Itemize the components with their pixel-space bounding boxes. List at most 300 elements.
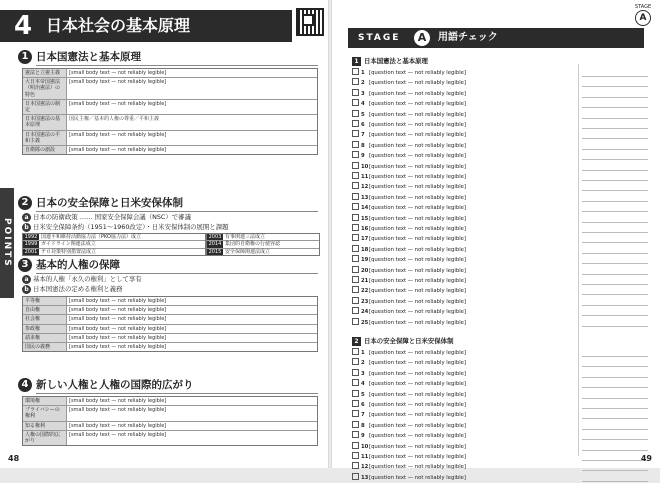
table-row xyxy=(23,297,317,305)
question-number: 10 xyxy=(361,163,369,170)
answer-blank[interactable] xyxy=(582,369,648,378)
section-number: 4 xyxy=(18,378,32,392)
point-text: 日米安全保障条約（1951〜1960改定）・日米安保体制の展開と課題 xyxy=(33,223,229,231)
check-box[interactable] xyxy=(352,68,359,75)
chronology-year: 2014 xyxy=(208,241,222,248)
answer-blank[interactable] xyxy=(582,358,648,367)
row-label: 日本国憲法の基本原理 xyxy=(23,115,67,129)
point-tag: b xyxy=(22,223,31,232)
row-label: 環境権 xyxy=(23,397,67,405)
question-item xyxy=(352,245,574,254)
answer-blank[interactable] xyxy=(582,130,648,139)
check-box[interactable] xyxy=(352,141,359,148)
chronology-year: 2001 xyxy=(24,248,38,255)
question-number: 7 xyxy=(361,412,365,419)
row-text: [small body text — not reliably legible] xyxy=(69,325,167,332)
question-item xyxy=(352,214,574,223)
table-row xyxy=(23,145,317,154)
question-number: 13 xyxy=(361,194,369,201)
row-text: [small body text — not reliably legible] xyxy=(69,334,167,341)
answer-blank[interactable] xyxy=(582,348,648,357)
question-text: [question text — not reliably legible] xyxy=(369,474,466,481)
row-label: 憲法と立憲主義 xyxy=(23,69,67,77)
check-box[interactable] xyxy=(352,89,359,96)
answer-blank[interactable] xyxy=(582,68,648,77)
table-row xyxy=(23,305,317,314)
question-text: [question text — not reliably legible] xyxy=(369,267,466,274)
question-item xyxy=(352,390,574,399)
new-rights-table xyxy=(22,396,318,446)
chronology-year: 2003 xyxy=(208,234,222,240)
answer-blank[interactable] xyxy=(582,110,648,119)
question-text: [question text — not reliably legible] xyxy=(369,278,466,284)
chapter-number: 4 xyxy=(13,11,33,41)
question-text: [question text — not reliably legible] xyxy=(369,246,466,253)
point-tag: b xyxy=(22,285,31,294)
row-label: 請求権 xyxy=(23,334,67,342)
question-number: 19 xyxy=(361,257,369,264)
question-text: [question text — not reliably legible] xyxy=(369,80,466,87)
question-number: 6 xyxy=(361,122,365,128)
question-text: [question text — not reliably legible] xyxy=(369,257,466,264)
row-text: [small body text — not reliably legible] xyxy=(69,431,167,438)
chronology-row xyxy=(207,248,319,255)
check-box[interactable] xyxy=(352,297,359,304)
table-row xyxy=(23,430,317,445)
check-box[interactable] xyxy=(352,276,359,283)
row-text: [small body text — not reliably legible] xyxy=(69,407,167,414)
group-number: 1 xyxy=(352,57,361,66)
row-text: 国民主権／基本的人権の尊重／平和主義 xyxy=(69,116,160,123)
section-title: 日本国憲法と基本原理 xyxy=(36,51,141,63)
stage-letter: A xyxy=(414,30,430,46)
group-title: 日本国憲法と基本原理 xyxy=(364,57,428,65)
question-number: 21 xyxy=(361,278,369,284)
question-text: [question text — not reliably legible] xyxy=(369,153,466,160)
point-text: 基本的人権「永久の権利」として享有 xyxy=(33,275,142,283)
row-label: 人権の国際的広がり xyxy=(23,431,67,445)
answer-blank[interactable] xyxy=(582,224,648,233)
row-text: [small body text — not reliably legible] xyxy=(69,398,167,404)
check-box[interactable] xyxy=(352,400,359,407)
answer-blank[interactable] xyxy=(582,141,648,150)
summary-table-1 xyxy=(22,68,318,155)
question-text: [question text — not reliably legible] xyxy=(369,309,466,316)
row-text: [small body text — not reliably legible] xyxy=(69,147,167,154)
question-number: 13 xyxy=(361,474,369,481)
question-number: 4 xyxy=(361,101,365,108)
check-box[interactable] xyxy=(352,172,359,179)
answer-blank[interactable] xyxy=(582,203,648,212)
check-box[interactable] xyxy=(352,99,359,106)
check-box[interactable] xyxy=(352,462,359,469)
question-text: [question text — not reliably legible] xyxy=(369,163,466,170)
question-item xyxy=(352,473,574,482)
stage-badge-label: STAGE xyxy=(634,4,652,10)
chronology-row xyxy=(207,234,319,240)
left-page xyxy=(0,0,328,468)
section-rule xyxy=(36,273,318,274)
check-box[interactable] xyxy=(352,234,359,241)
question-text: [question text — not reliably legible] xyxy=(369,360,466,367)
question-number: 11 xyxy=(361,454,369,460)
row-text: [small body text — not reliably legible] xyxy=(69,100,167,107)
check-box[interactable] xyxy=(352,110,359,117)
question-item xyxy=(352,348,574,357)
answer-blank[interactable] xyxy=(582,286,648,295)
question-item xyxy=(352,78,574,87)
check-box[interactable] xyxy=(352,369,359,376)
chronology-row xyxy=(207,240,319,247)
question-text: [question text — not reliably legible] xyxy=(369,101,466,108)
question-text: [question text — not reliably legible] xyxy=(369,298,466,305)
answer-blank[interactable] xyxy=(582,297,648,306)
question-text: [question text — not reliably legible] xyxy=(369,184,466,191)
check-box[interactable] xyxy=(352,78,359,85)
question-number: 12 xyxy=(361,464,369,471)
question-text: [question text — not reliably legible] xyxy=(369,454,466,460)
question-item xyxy=(352,255,574,264)
qr-code-icon[interactable] xyxy=(296,8,324,36)
stage-corner-badge xyxy=(634,4,652,24)
question-item xyxy=(352,369,574,378)
question-number: 8 xyxy=(361,422,365,429)
question-item xyxy=(352,400,574,409)
check-box[interactable] xyxy=(352,255,359,262)
answer-blank[interactable] xyxy=(582,120,648,129)
section-heading-1 xyxy=(18,50,318,64)
section-title: 日本の安全保障と日米安保体制 xyxy=(36,197,183,209)
chronology-row xyxy=(23,240,205,247)
question-text: [question text — not reliably legible] xyxy=(369,422,466,429)
question-text: [question text — not reliably legible] xyxy=(369,350,466,356)
question-number: 23 xyxy=(361,298,369,305)
section-rule xyxy=(36,393,318,394)
answer-blank[interactable] xyxy=(582,473,648,482)
chronology-event: テロ対策特別措置法成立 xyxy=(41,248,97,255)
question-number: 6 xyxy=(361,402,365,408)
table-row xyxy=(23,130,317,145)
point-text: 日本国憲法の定める権利と義務 xyxy=(33,285,123,293)
row-label: 大日本帝国憲法（明治憲法）の特色 xyxy=(23,78,67,99)
row-text: [small body text — not reliably legible] xyxy=(69,298,167,304)
check-box[interactable] xyxy=(352,421,359,428)
question-item xyxy=(352,172,574,181)
answer-blank[interactable] xyxy=(582,266,648,275)
question-number: 7 xyxy=(361,132,365,139)
section-number: 2 xyxy=(18,196,32,210)
row-text: [small body text — not reliably legible] xyxy=(69,307,167,314)
question-text: [question text — not reliably legible] xyxy=(369,215,466,222)
row-label: 自衛隊の創設 xyxy=(23,146,67,154)
answer-blank[interactable] xyxy=(582,255,648,264)
table-row xyxy=(23,324,317,333)
question-item xyxy=(352,120,574,129)
section-title: 新しい人権と人権の国際的広がり xyxy=(36,379,194,391)
chronology-table-right xyxy=(206,233,320,256)
table-row xyxy=(23,405,317,420)
question-item xyxy=(352,203,574,212)
row-label: 参政権 xyxy=(23,325,67,333)
answer-blank[interactable] xyxy=(582,193,648,202)
question-item xyxy=(352,162,574,171)
question-number: 4 xyxy=(361,381,365,388)
question-item xyxy=(352,462,574,471)
section-number: 3 xyxy=(18,258,32,272)
row-label: プライバシーの権利 xyxy=(23,406,67,420)
table-row xyxy=(23,69,317,77)
check-box[interactable] xyxy=(352,182,359,189)
check-box[interactable] xyxy=(352,473,359,480)
answer-blank[interactable] xyxy=(582,400,648,409)
answer-blank[interactable] xyxy=(582,151,648,160)
question-number: 20 xyxy=(361,267,369,274)
answer-blank[interactable] xyxy=(582,452,648,461)
table-row xyxy=(23,314,317,323)
question-number: 24 xyxy=(361,309,369,316)
row-label: 平等権 xyxy=(23,297,67,305)
answer-blank[interactable] xyxy=(582,431,648,440)
answer-blank[interactable] xyxy=(582,307,648,316)
answer-blank[interactable] xyxy=(582,182,648,191)
question-text: [question text — not reliably legible] xyxy=(369,412,466,419)
question-item xyxy=(352,379,574,388)
section-heading-2 xyxy=(18,196,318,210)
rights-table xyxy=(22,296,318,352)
row-text: [small body text — not reliably legible] xyxy=(69,422,167,429)
table-row xyxy=(23,421,317,430)
check-box[interactable] xyxy=(352,379,359,386)
answer-blank[interactable] xyxy=(582,78,648,87)
question-text: [question text — not reliably legible] xyxy=(369,70,466,76)
row-label: 日本国憲法の平和主義 xyxy=(23,131,67,145)
question-text: [question text — not reliably legible] xyxy=(369,90,466,97)
page-number-left: 48 xyxy=(8,454,20,463)
answer-divider xyxy=(578,64,579,456)
check-box[interactable] xyxy=(352,452,359,459)
check-box[interactable] xyxy=(352,390,359,397)
check-box[interactable] xyxy=(352,266,359,273)
question-item xyxy=(352,297,574,306)
chronology-event: 集団的自衛権の行使容認 xyxy=(225,241,281,248)
answer-blank[interactable] xyxy=(582,390,648,399)
question-number: 15 xyxy=(361,215,369,222)
question-number: 17 xyxy=(361,236,369,243)
question-text: [question text — not reliably legible] xyxy=(369,236,466,243)
section-rule xyxy=(36,65,318,66)
table-row xyxy=(23,333,317,342)
chronology-event: 安全保障関連法成立 xyxy=(225,248,271,255)
point-tag: a xyxy=(22,213,31,222)
question-item xyxy=(352,130,574,139)
row-text: [small body text — not reliably legible] xyxy=(69,344,167,351)
check-box[interactable] xyxy=(352,130,359,137)
question-number: 25 xyxy=(361,319,369,326)
question-number: 2 xyxy=(361,360,365,367)
answer-blank[interactable] xyxy=(582,379,648,388)
check-box[interactable] xyxy=(352,120,359,127)
check-box[interactable] xyxy=(352,151,359,158)
question-group-heading-2 xyxy=(352,336,552,346)
question-item xyxy=(352,151,574,160)
point-line xyxy=(22,213,320,222)
question-item xyxy=(352,224,574,233)
question-text: [question text — not reliably legible] xyxy=(369,391,466,398)
point-line xyxy=(22,223,320,232)
answer-blank[interactable] xyxy=(582,318,648,327)
section-number: 1 xyxy=(18,50,32,64)
question-text: [question text — not reliably legible] xyxy=(369,226,466,232)
question-item xyxy=(352,318,574,327)
question-number: 14 xyxy=(361,205,369,212)
stage-header xyxy=(348,28,644,48)
question-item xyxy=(352,358,574,367)
answer-blank[interactable] xyxy=(582,442,648,451)
point-text: 日本の防衛政策 …… 国家安全保障会議（NSC）で審議 xyxy=(33,213,191,221)
question-number: 8 xyxy=(361,142,365,149)
question-item xyxy=(352,286,574,295)
question-number: 10 xyxy=(361,443,369,450)
check-box[interactable] xyxy=(352,348,359,355)
table-row xyxy=(23,99,317,114)
question-number: 12 xyxy=(361,184,369,191)
question-text: [question text — not reliably legible] xyxy=(369,111,466,118)
answer-blank[interactable] xyxy=(582,214,648,223)
question-number: 22 xyxy=(361,288,369,295)
check-box[interactable] xyxy=(352,442,359,449)
question-item xyxy=(352,276,574,285)
check-box[interactable] xyxy=(352,203,359,210)
question-text: [question text — not reliably legible] xyxy=(369,370,466,377)
answer-blank[interactable] xyxy=(582,245,648,254)
question-number: 1 xyxy=(361,70,365,76)
stage-badge-letter: A xyxy=(635,10,651,26)
chronology-year: 1992 xyxy=(24,234,38,240)
answer-blank[interactable] xyxy=(582,89,648,98)
chronology-event: ガイドライン関連法成立 xyxy=(41,241,96,248)
answer-blank[interactable] xyxy=(582,276,648,285)
chapter-title: 日本社会の基本原理 xyxy=(46,16,191,35)
question-item xyxy=(352,421,574,430)
point-tag: a xyxy=(22,275,31,284)
check-box[interactable] xyxy=(352,318,359,325)
section-rule xyxy=(36,211,318,212)
check-box[interactable] xyxy=(352,358,359,365)
check-box[interactable] xyxy=(352,410,359,417)
question-item xyxy=(352,182,574,191)
question-number: 3 xyxy=(361,370,365,377)
chronology-year: 1999 xyxy=(24,241,38,248)
question-number: 3 xyxy=(361,90,365,97)
page-number-right: 49 xyxy=(640,454,652,463)
question-text: [question text — not reliably legible] xyxy=(369,464,466,471)
question-text: [question text — not reliably legible] xyxy=(369,194,466,201)
answer-blank[interactable] xyxy=(582,421,648,430)
group-title: 日本の安全保障と日米安保体制 xyxy=(364,337,454,345)
question-text: [question text — not reliably legible] xyxy=(369,443,466,450)
check-box[interactable] xyxy=(352,307,359,314)
question-text: [question text — not reliably legible] xyxy=(369,288,466,295)
check-box[interactable] xyxy=(352,162,359,169)
question-item xyxy=(352,68,574,77)
group-number: 2 xyxy=(352,337,361,346)
check-box[interactable] xyxy=(352,214,359,221)
table-row xyxy=(23,397,317,405)
point-line xyxy=(22,275,320,284)
question-text: [question text — not reliably legible] xyxy=(369,205,466,212)
check-box[interactable] xyxy=(352,224,359,231)
check-box[interactable] xyxy=(352,193,359,200)
question-number: 1 xyxy=(361,350,365,356)
question-item xyxy=(352,234,574,243)
question-number: 9 xyxy=(361,433,365,440)
question-text: [question text — not reliably legible] xyxy=(369,433,466,440)
section-heading-3 xyxy=(18,258,318,272)
row-label: 社会権 xyxy=(23,315,67,323)
question-item xyxy=(352,110,574,119)
row-text: [small body text — not reliably legible] xyxy=(69,316,167,323)
question-item xyxy=(352,99,574,108)
question-number: 16 xyxy=(361,226,369,232)
right-page xyxy=(332,0,660,481)
question-number: 5 xyxy=(361,391,365,398)
answer-blank[interactable] xyxy=(582,99,648,108)
chronology-row xyxy=(23,234,205,240)
question-text: [question text — not reliably legible] xyxy=(369,142,466,149)
stage-title: 用語チェック xyxy=(438,32,498,43)
answer-blank[interactable] xyxy=(582,234,648,243)
points-side-tab: POINTS xyxy=(0,188,14,298)
table-row xyxy=(23,77,317,99)
question-group-heading-1 xyxy=(352,56,552,66)
question-number: 11 xyxy=(361,174,369,180)
row-label: 日本国憲法の制定 xyxy=(23,100,67,114)
question-text: [question text — not reliably legible] xyxy=(369,132,466,139)
question-text: [question text — not reliably legible] xyxy=(369,174,466,180)
answer-blank[interactable] xyxy=(582,162,648,171)
chronology-event: 国連平和維持活動協力法（PKO協力法）成立 xyxy=(41,234,141,240)
check-box[interactable] xyxy=(352,431,359,438)
answer-blank[interactable] xyxy=(582,462,648,471)
chronology-row xyxy=(23,248,205,255)
chapter-header xyxy=(0,10,292,42)
question-item xyxy=(352,452,574,461)
question-item xyxy=(352,431,574,440)
question-text: [question text — not reliably legible] xyxy=(369,402,466,408)
stage-label: STAGE xyxy=(358,33,401,43)
question-text: [question text — not reliably legible] xyxy=(369,319,466,326)
question-item xyxy=(352,442,574,451)
row-text: [small body text — not reliably legible] xyxy=(69,79,167,86)
chronology-event: 有事関連三法成立 xyxy=(225,234,266,240)
question-item xyxy=(352,307,574,316)
answer-blank[interactable] xyxy=(582,172,648,181)
check-box[interactable] xyxy=(352,245,359,252)
point-line xyxy=(22,285,320,294)
question-number: 18 xyxy=(361,246,369,253)
answer-blank[interactable] xyxy=(582,410,648,419)
row-label: 自由権 xyxy=(23,306,67,314)
chronology-year: 2015 xyxy=(208,248,222,255)
question-item xyxy=(352,410,574,419)
row-text: [small body text — not reliably legible] xyxy=(69,131,167,138)
row-label: 知る権利 xyxy=(23,422,67,430)
section-heading-4 xyxy=(18,378,318,392)
check-box[interactable] xyxy=(352,286,359,293)
table-row xyxy=(23,342,317,351)
question-item xyxy=(352,141,574,150)
row-text: [small body text — not reliably legible] xyxy=(69,70,167,76)
